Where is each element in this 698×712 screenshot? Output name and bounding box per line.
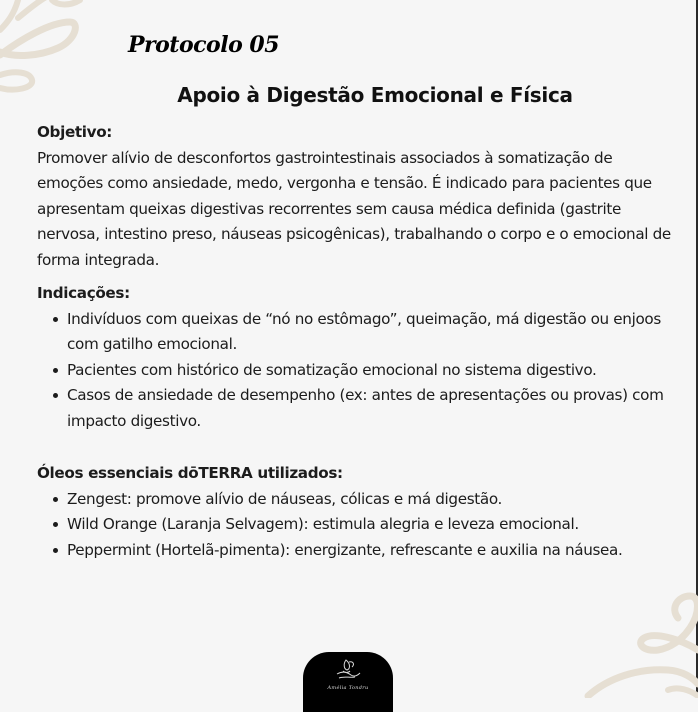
section-heading-indicacoes: Indicações:: [37, 284, 130, 302]
section-indicacoes: [37, 281, 677, 434]
page-title: Apoio à Digestão Emocional e Física: [177, 83, 573, 107]
floral-ornament-bottom-right: [578, 578, 698, 698]
protocol-content: [37, 120, 677, 563]
list-item: Indivíduos com queixas de “nó no estômago”, queimação, má digestão ou enjoos com gatilho emocional.: [67, 307, 677, 358]
oleos-list: [37, 487, 677, 564]
section-heading-oleos: Óleos essenciais dōTERRA utilizados:: [37, 464, 343, 482]
list-item: Pacientes com histórico de somatização emocional no sistema digestivo.: [67, 358, 677, 384]
protocol-title: Protocolo 05: [128, 32, 280, 58]
section-heading-objetivo: Objetivo:: [37, 123, 113, 141]
logo-text: Amélia Tondru: [327, 685, 369, 691]
section-objetivo: [37, 120, 677, 273]
hands-flower-icon: [333, 656, 363, 684]
list-item: Zengest: promove alívio de náuseas, cólicas e má digestão.: [67, 487, 677, 513]
list-item: Peppermint (Hortelã-pimenta): energizante, refrescante e auxilia na náusea.: [67, 538, 677, 564]
indicacoes-list: [37, 307, 677, 435]
section-oleos: [37, 461, 677, 563]
list-item: Wild Orange (Laranja Selvagem): estimula alegria e leveza emocional.: [67, 512, 677, 538]
brand-logo: [303, 652, 393, 712]
objetivo-text: Promover alívio de desconfortos gastrointestinais associados à somatização de emoções como ansiedade, medo, vergonha e tensão. É indicado para pacientes que apresentam queixas digestivas recorrentes sem causa médica definida (gastrite nervosa, intestino preso, náuseas psicogênicas), trabalhando o corpo e o emocional de forma integrada.: [37, 148, 671, 269]
list-item: Casos de ansiedade de desempenho (ex: antes de apresentações ou provas) com impacto digestivo.: [67, 383, 677, 434]
